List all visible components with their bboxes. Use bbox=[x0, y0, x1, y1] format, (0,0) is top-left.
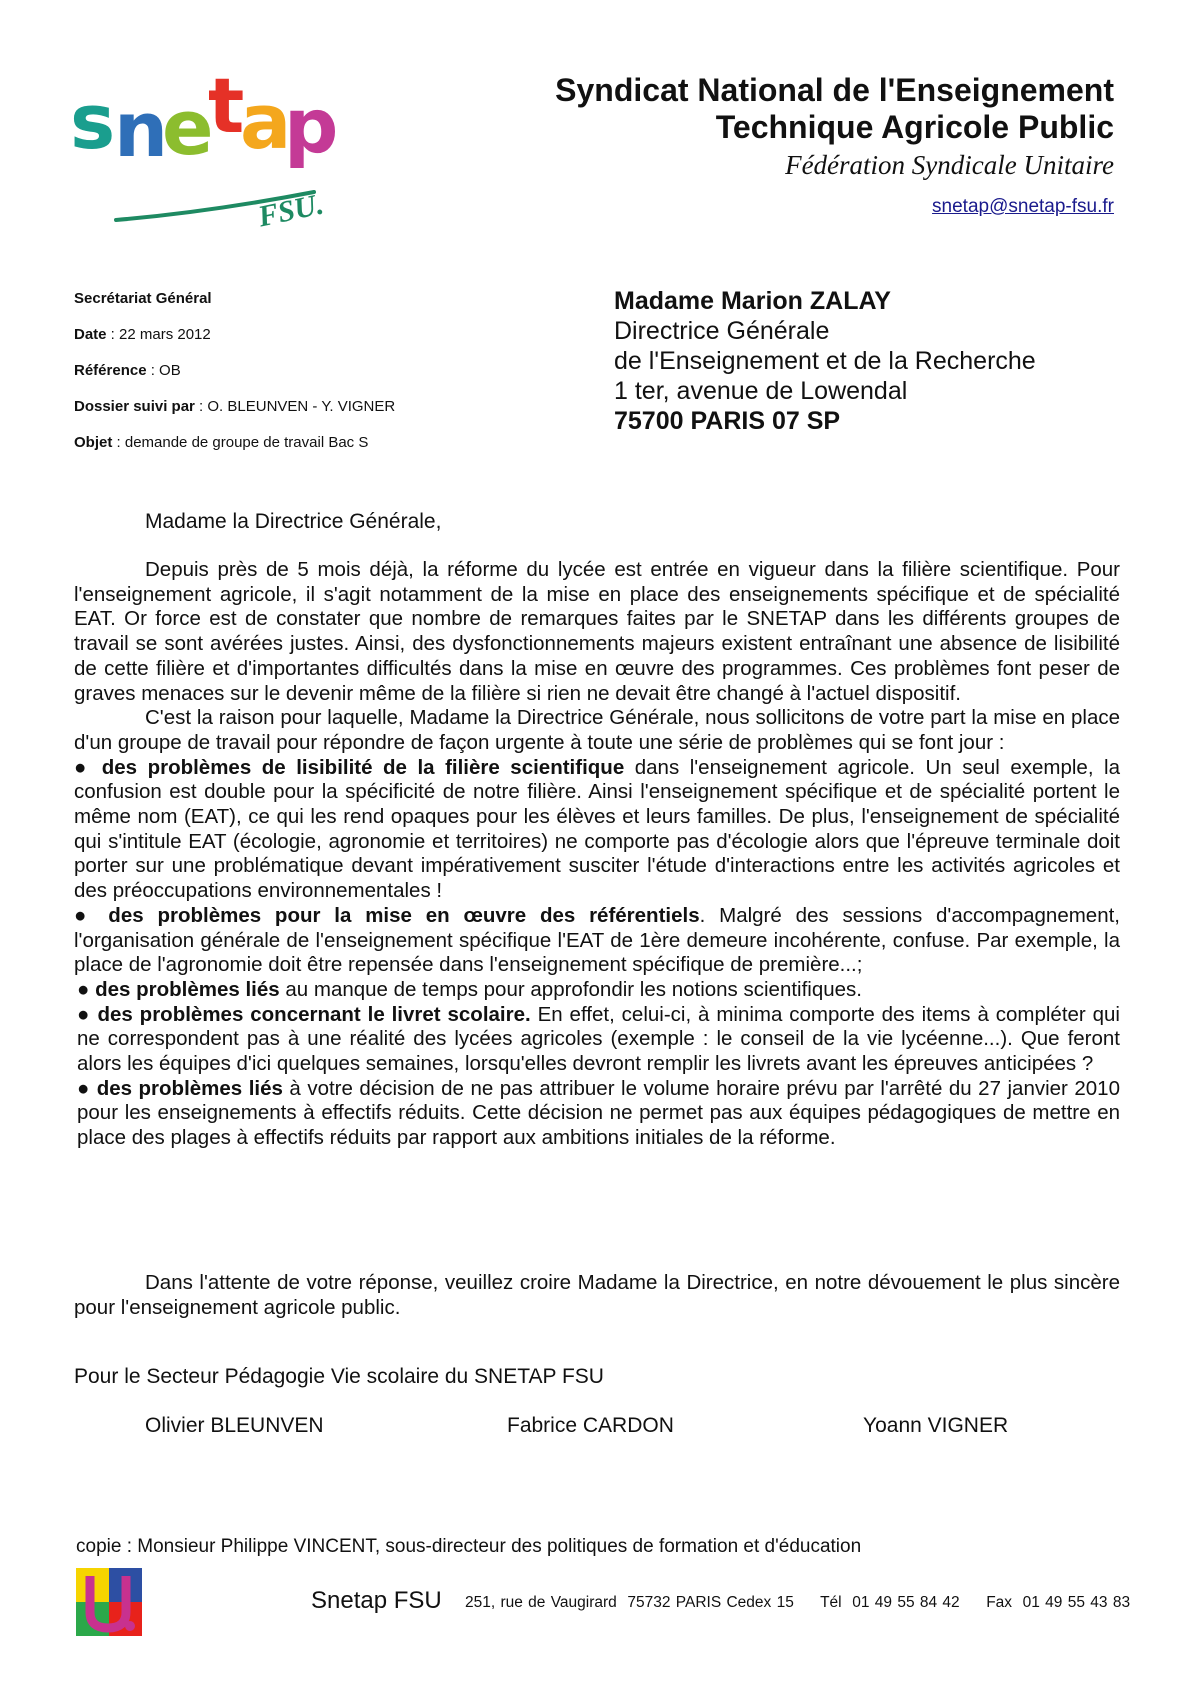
bullet-livret: ● des problèmes concernant le livret scolaire. En effet, celui-ci, à minima comporte des items à compléter qui ne correspondent pas à une réalité des lycées agricoles (exemple : le conseil de la vie lycéenne...). Que feront alors les équipes d'ici quelques semaines, lorsqu'elles devront remplir les livrets avant les épreuves anticipées ? bbox=[77, 1002, 1120, 1076]
logo-letter-s: s bbox=[70, 77, 116, 166]
paragraph-1: Depuis près de 5 mois déjà, la réforme du lycée est entrée en vigueur dans la filière scientifique. Pour l'enseignement agricole, il s'agit notamment de la mise en place des enseignements spécifique et de spécialité EAT. Or force est de constater que nombre de remarques faites par le SNETAP dans les différents groupes de travail se sont avérées justes. Ainsi, des dysfonctionnements majeurs existent entraînant une absence de lisibilité de cette filière et d'importantes difficultés dans la mise en œuvre des programmes. Ces problèmes font peser de graves menaces sur le devenir même de la filière si rien ne devait être changé à l'actuel dispositif. bbox=[74, 558, 1120, 705]
bullet-volume-horaire: ● des problèmes liés à votre décision de ne pas attribuer le volume horaire prévu par l'arrêté du 27 janvier 2010 pour les enseignements à effectifs réduits. Cette décision ne permet pas aux équipes pédagogiques de mettre en place des plages à effectifs réduits par rapport aux ambitions initiales de la réforme. bbox=[77, 1076, 1120, 1150]
org-name-line2: Technique Agricole Public bbox=[715, 109, 1114, 145]
signatory-3: Yoann VIGNER bbox=[863, 1414, 1009, 1437]
addressee-name: Madame Marion ZALAY bbox=[614, 287, 891, 315]
logo-letter-e: e bbox=[162, 83, 214, 172]
letter-body bbox=[74, 558, 1120, 1151]
closing-paragraph bbox=[74, 1271, 1120, 1320]
meta-date: Date : 22 mars 2012 bbox=[74, 326, 211, 343]
fsu-logo-icon bbox=[76, 1568, 142, 1636]
footer-org-name: Snetap FSU bbox=[311, 1587, 442, 1614]
snetap-logo bbox=[70, 62, 340, 242]
meta-objet: Objet : demande de groupe de travail Bac S bbox=[74, 434, 369, 451]
addressee-city: 75700 PARIS 07 SP bbox=[614, 407, 841, 435]
meta-reference: Référence : OB bbox=[74, 362, 181, 379]
paragraph-2: C'est la raison pour laquelle, Madame la Directrice Générale, nous sollicitons de votre part la mise en place d'un groupe de travail pour répondre de façon urgente à toute une série de problèmes qui se font jour : bbox=[74, 706, 1120, 754]
logo-letter-a: a bbox=[240, 77, 292, 166]
signatory-2: Fabrice CARDON bbox=[507, 1414, 674, 1437]
addressee-title: Directrice Générale bbox=[614, 317, 830, 345]
bullet-lisibilite: ● des problèmes de lisibilité de la filière scientifique dans l'enseignement agricole. Un seul exemple, la confusion est double pour la spécificité de notre filière. Ainsi l'enseignement spécifique et de spécialité portent le même nom (EAT), ce qui les rend opaques pour les élèves et leurs familles. De plus, l'enseignement de spécialité qui s'intitule EAT (écologie, agronomie et territoires) ne comporte pas d'écologie alors que l'épreuve terminale doit porter sur une problématique devant impérativement susciter l'étude d'interactions entre les activités agricoles et des préoccupations environnementales ! bbox=[74, 755, 1120, 903]
salutation: Madame la Directrice Générale, bbox=[145, 510, 442, 533]
secteur-line: Pour le Secteur Pédagogie Vie scolaire du SNETAP FSU bbox=[74, 1365, 604, 1388]
copy-recipient: copie : Monsieur Philippe VINCENT, sous-directeur des politiques de formation et d'éducation bbox=[76, 1536, 862, 1557]
email-link[interactable]: snetap@snetap-fsu.fr bbox=[932, 196, 1114, 217]
logo-fsu-text: FSU. bbox=[255, 187, 327, 234]
signatory-1: Olivier BLEUNVEN bbox=[145, 1414, 324, 1437]
organization-header bbox=[555, 72, 1114, 183]
addressee-dept: de l'Enseignement et de la Recherche bbox=[614, 347, 1036, 375]
letter-meta bbox=[74, 281, 395, 461]
logo-letter-p: p bbox=[284, 81, 339, 170]
logo-letter-n: n bbox=[114, 85, 169, 174]
meta-dossier: Dossier suivi par : O. BLEUNVEN - Y. VIGNER bbox=[74, 398, 396, 415]
addressee-block bbox=[614, 286, 1036, 436]
bullet-temps: ● des problèmes liés au manque de temps pour approfondir les notions scientifiques. bbox=[77, 977, 862, 1001]
footer-contact-info: 251, rue de Vaugirard 75732 PARIS Cedex 15 Tél 01 49 55 84 42 Fax 01 49 55 43 83 bbox=[465, 1594, 1131, 1611]
addressee-street: 1 ter, avenue de Lowendal bbox=[614, 377, 908, 405]
bullet-referentiels: ● des problèmes pour la mise en œuvre des référentiels. Malgré des sessions d'accompagnement, l'organisation générale de l'enseignement spécifique l'EAT de 1ère demeure incohérente, confuse. Par exemple, la place de l'agronomie doit être repensée dans l'enseignement spécifique de première...; bbox=[74, 903, 1120, 977]
federation-name: Fédération Syndicale Unitaire bbox=[785, 150, 1114, 180]
org-name-line1: Syndicat National de l'Enseignement bbox=[555, 72, 1114, 108]
meta-secretariat: Secrétariat Général bbox=[74, 290, 212, 307]
logo-letter-t: t bbox=[208, 61, 245, 150]
closing-text: Dans l'attente de votre réponse, veuillez croire Madame la Directrice, en notre dévouement le plus sincère pour l'enseignement agricole public. bbox=[74, 1271, 1120, 1319]
